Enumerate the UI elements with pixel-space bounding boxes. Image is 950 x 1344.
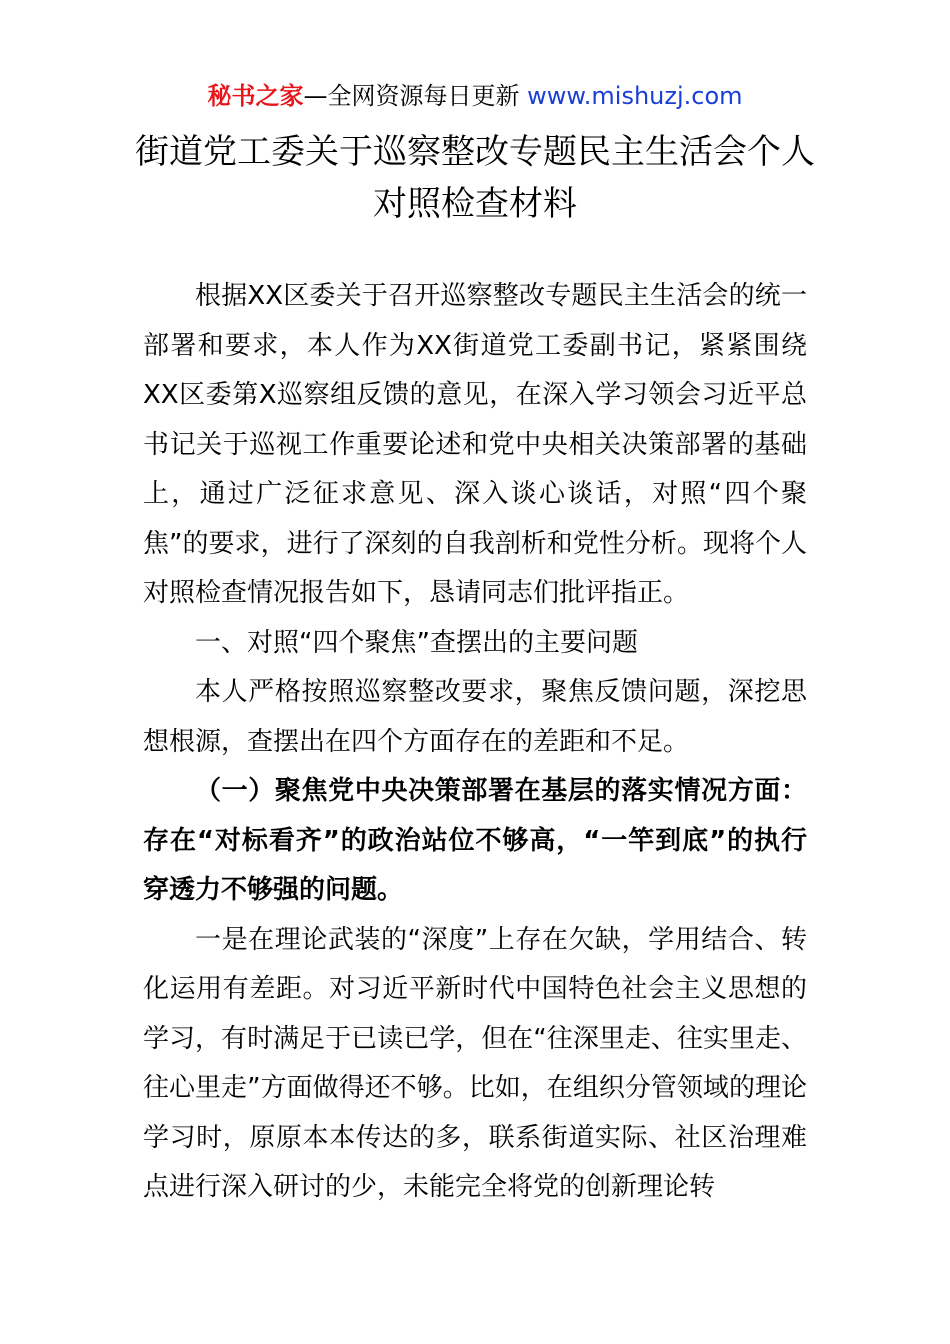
- site-tagline: —全网资源每日更新: [303, 82, 528, 110]
- document-title: 街道党工委关于巡察整改专题民主生活会个人对照检查材料: [135, 132, 815, 224]
- document-body: [143, 272, 807, 1213]
- body-paragraph: 一是在理论武装的“深度”上存在欠缺，学用结合、转化运用有差距。对习近平新时代中国特色社会主义思想的学习，有时满足于已读已学，但在“往深里走、往实里走、往心里走”方面做得还不够。比如，在组织分管领域的理论学习时，原原本本传达的多，联系街道实际、社区治理难点进行深入研讨的少，未能完全将党的创新理论转: [143, 924, 807, 1202]
- subsection-heading-1: （一）聚焦党中央决策部署在基层的落实情况方面：存在“对标看齐”的政治站位不够高，“一竿到底”的执行穿透力不够强的问题。: [143, 776, 807, 905]
- site-url-link[interactable]: www.mishuzj.com: [527, 82, 743, 110]
- section-heading-1: 一、对照“四个聚焦”查摆出的主要问题: [195, 627, 638, 658]
- site-brand-name: 秘书之家: [207, 82, 304, 110]
- section-intro-paragraph: 本人严格按照巡察整改要求，聚焦反馈问题，深挖思想根源，查摆出在四个方面存在的差距和不足。: [143, 677, 807, 757]
- intro-paragraph: 根据XX区委关于召开巡察整改专题民主生活会的统一部署和要求，本人作为XX街道党工委副书记，紧紧围绕XX区委第X巡察组反馈的意见，在深入学习领会习近平总书记关于巡视工作重要论述和党中央相关决策部署的基础上，通过广泛征求意见、深入谈心谈话，对照“四个聚焦”的要求，进行了深刻的自我剖析和党性分析。现将个人对照检查情况报告如下，恳请同志们批评指正。: [143, 281, 807, 608]
- site-header: [0, 80, 950, 112]
